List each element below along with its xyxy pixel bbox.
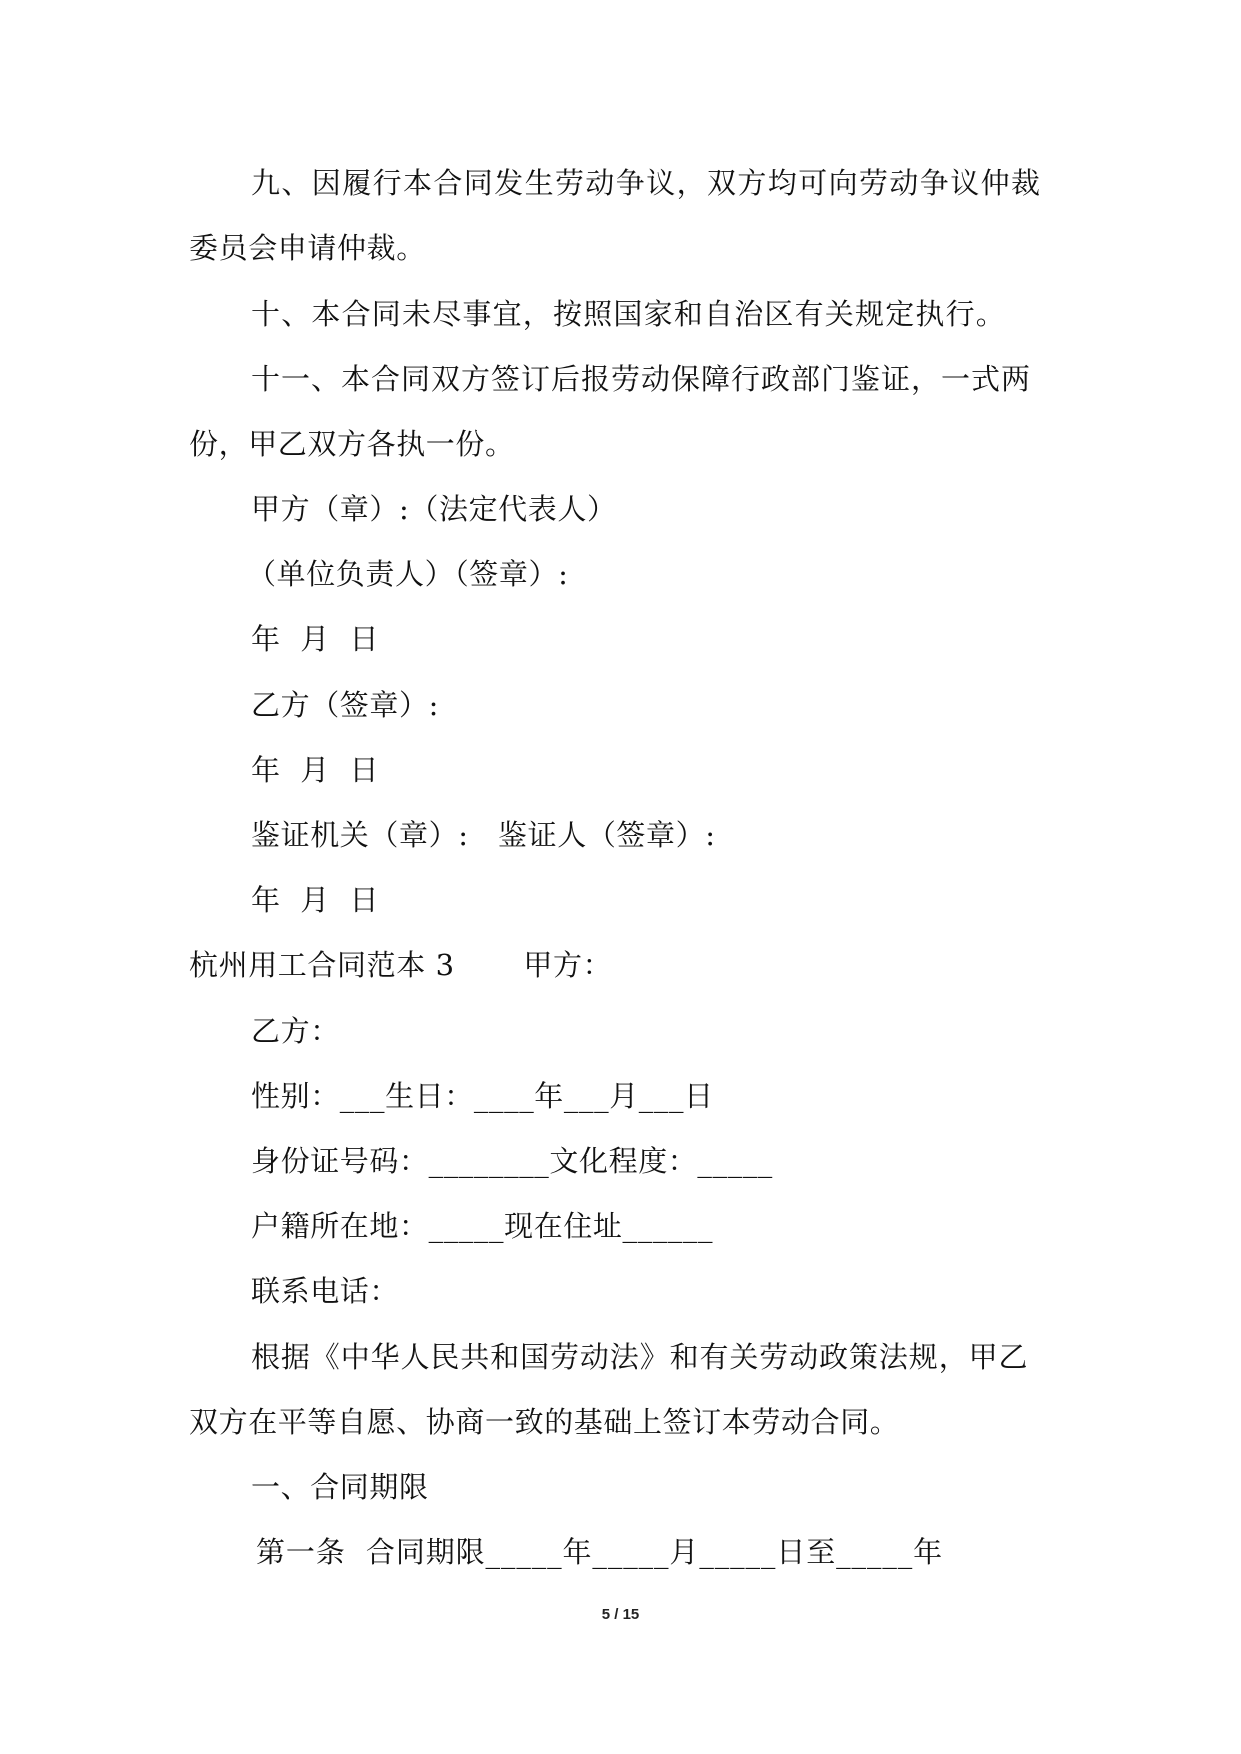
id-education-field: 身份证号码：________文化程度：_____ <box>251 1144 773 1178</box>
party-b-signature: 乙方（签章）: <box>251 688 439 722</box>
date-line: 年 月 日 <box>251 883 380 917</box>
clause-11-line-2: 份，甲乙双方各执一份。 <box>189 427 515 461</box>
clause-10: 十、本合同未尽事宜，按照国家和自治区有关规定执行。 <box>251 297 1007 331</box>
preamble-line-1: 根据《中华人民共和国劳动法》和有关劳动政策法规，甲乙 <box>251 1340 1029 1374</box>
party-b-label: 乙方： <box>251 1014 340 1048</box>
date-line: 年 月 日 <box>251 753 380 787</box>
residence-address-field: 户籍所在地：_____现在住址______ <box>251 1209 714 1243</box>
certification-line: 鉴证机关（章）: 鉴证人（签章）: <box>251 818 716 852</box>
preamble-line-2: 双方在平等自愿、协商一致的基础上签订本劳动合同。 <box>189 1405 900 1439</box>
phone-field: 联系电话： <box>251 1274 400 1308</box>
page-number: 5 / 15 <box>601 1606 640 1623</box>
clause-11-line-1: 十一、本合同双方签订后报劳动保障行政部门鉴证，一式两 <box>251 362 1032 396</box>
unit-head-signature: （单位负责人）（签章）: <box>247 557 569 591</box>
section-1-heading: 一、合同期限 <box>251 1470 429 1504</box>
article-1-line: 第一条 合同期限_____年_____月_____日至_____年 <box>256 1535 944 1569</box>
section-title-party-a: 杭州用工合同范本 3 甲方： <box>189 948 613 982</box>
date-line: 年 月 日 <box>251 622 380 656</box>
clause-9-line-1: 九、因履行本合同发生劳动争议，双方均可向劳动争议仲裁 <box>251 166 1042 200</box>
party-a-seal: 甲方（章）:（法定代表人） <box>251 492 617 526</box>
clause-9-line-2: 委员会申请仲裁。 <box>189 231 426 265</box>
gender-birthday-field: 性别：___生日：____年___月___日 <box>251 1079 714 1113</box>
